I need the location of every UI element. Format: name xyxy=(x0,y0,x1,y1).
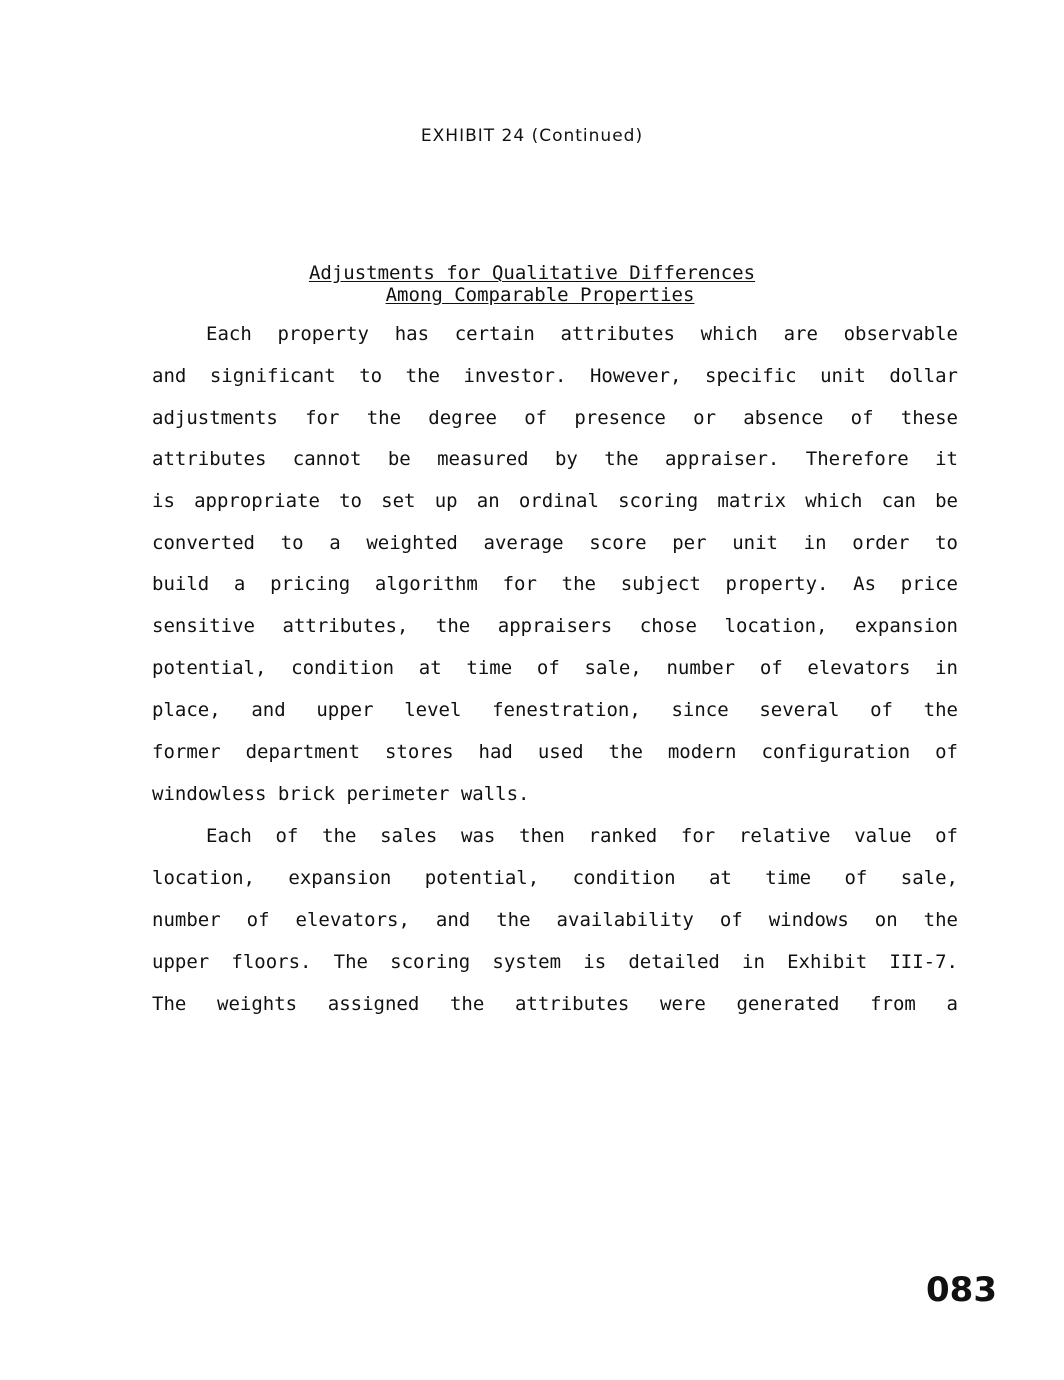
paragraph-line: Each of the sales was then ranked for relative value of xyxy=(206,825,958,847)
paragraph-line: former department stores had used the modern configuration of xyxy=(152,741,958,763)
paragraph-line: build a pricing algorithm for the subject property. As price xyxy=(152,573,958,595)
exhibit-title: EXHIBIT 24 (Continued) xyxy=(420,126,644,146)
paragraph-line: Each property has certain attributes which are observable xyxy=(206,323,958,345)
page-number: 083 xyxy=(926,1270,997,1310)
paragraph-line: is appropriate to set up an ordinal scoring matrix which can be xyxy=(152,490,958,512)
paragraph-line: converted to a weighted average score per unit in order to xyxy=(152,532,958,554)
section-heading xyxy=(0,262,1064,306)
paragraph-line: adjustments for the degree of presence or absence of these xyxy=(152,407,958,429)
paragraph-line: The weights assigned the attributes were generated from a xyxy=(152,993,958,1015)
paragraph-line: number of elevators, and the availability of windows on the xyxy=(152,909,958,931)
paragraph-line: sensitive attributes, the appraisers chose location, expansion xyxy=(152,615,958,637)
paragraph-line: and significant to the investor. However, specific unit dollar xyxy=(152,365,958,387)
section-heading-line-2: Among Comparable Properties xyxy=(385,284,695,306)
section-heading-line-1: Adjustments for Qualitative Differences xyxy=(308,262,756,284)
paragraph-line: place, and upper level fenestration, since several of the xyxy=(152,699,958,721)
paragraph-line: potential, condition at time of sale, number of elevators in xyxy=(152,657,958,679)
paragraph-line: attributes cannot be measured by the appraiser. Therefore it xyxy=(152,448,958,470)
paragraph-line: location, expansion potential, condition at time of sale, xyxy=(152,867,958,889)
paragraph-line: windowless brick perimeter walls. xyxy=(152,783,530,805)
paragraph-line: upper floors. The scoring system is detailed in Exhibit III-7. xyxy=(152,951,958,973)
